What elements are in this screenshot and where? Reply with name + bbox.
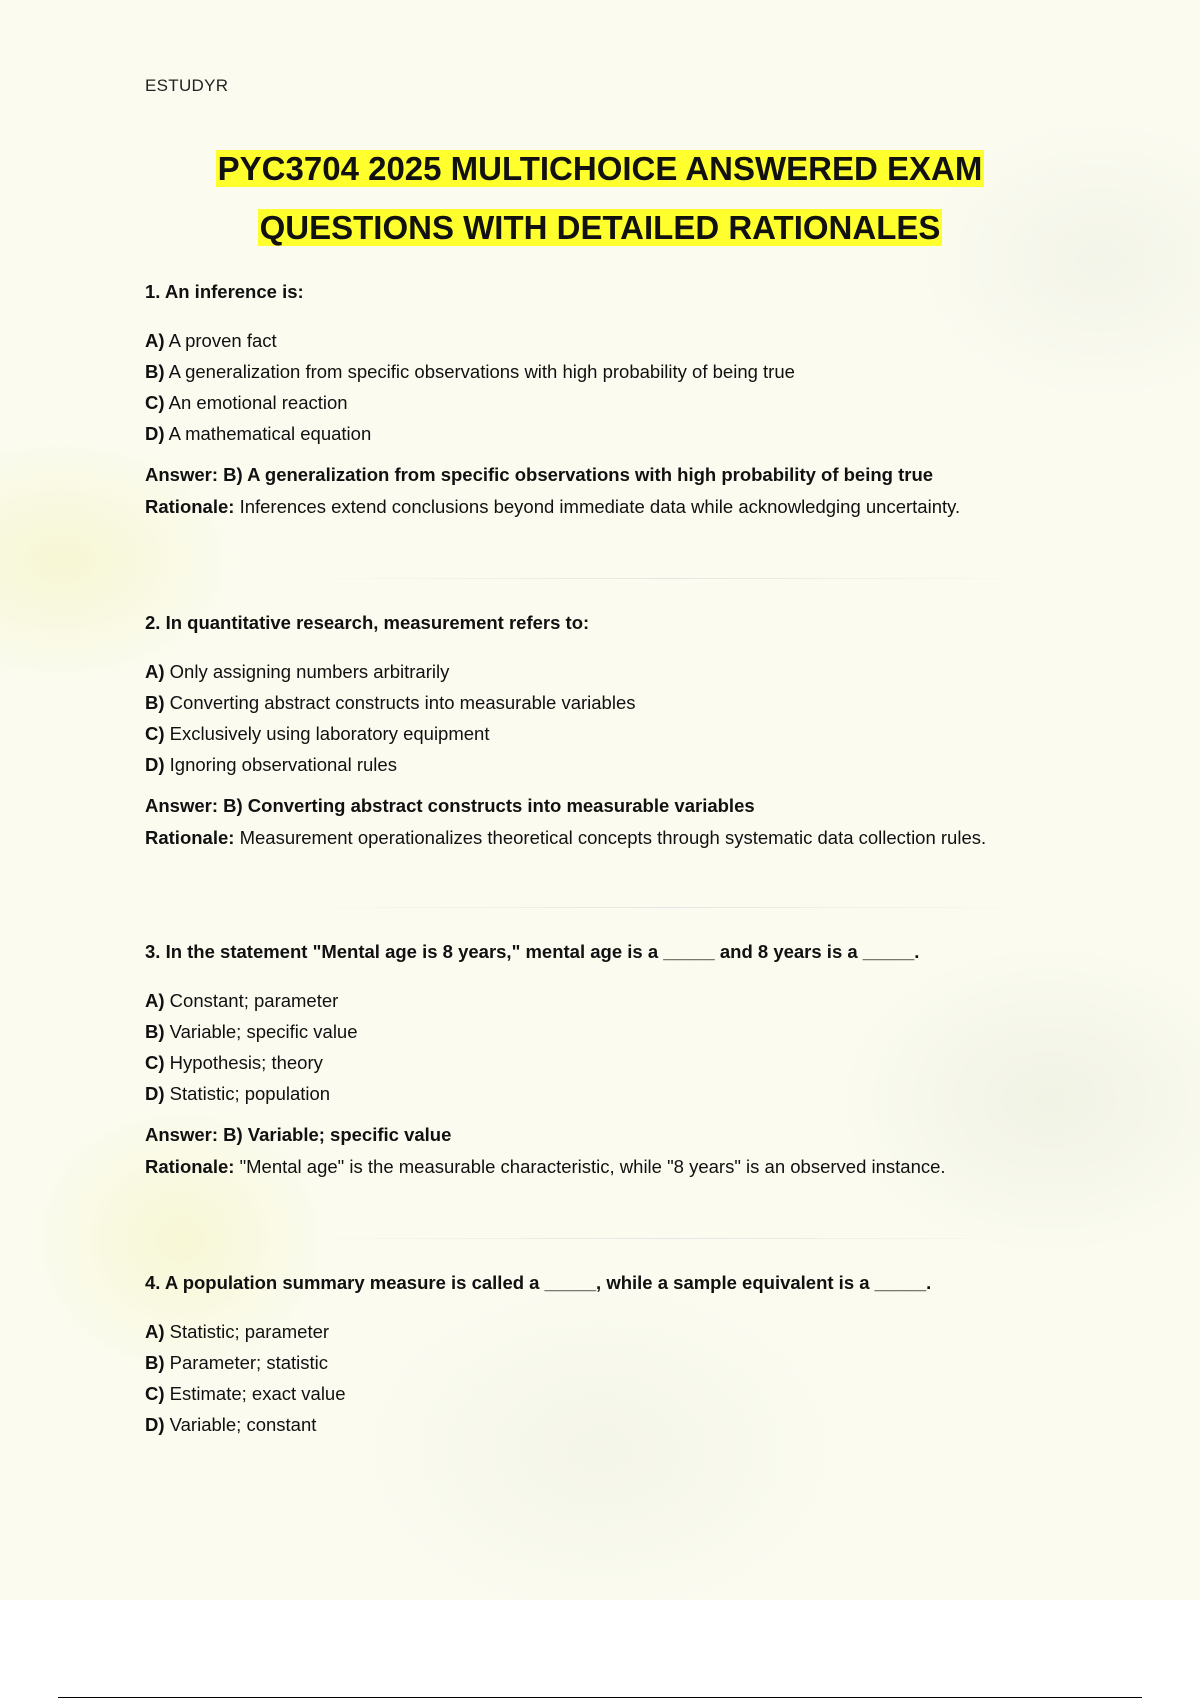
- option-a: [145, 330, 1145, 361]
- option-letter: A): [145, 1321, 165, 1342]
- option-text: Hypothesis; theory: [164, 1052, 323, 1073]
- rationale-text: "Mental age" is the measurable characteristic, while "8 years" is an observed instance.: [234, 1156, 946, 1177]
- option-letter: D): [145, 1083, 165, 1104]
- option-letter: B): [145, 361, 165, 382]
- question-block-1: [145, 281, 1145, 520]
- question-stem: 3. In the statement "Mental age is 8 years," mental age is a _____ and 8 years is a _____.: [145, 941, 920, 962]
- option-text: A proven fact: [164, 330, 277, 351]
- option-letter: D): [145, 1414, 165, 1435]
- question-block-3: [145, 941, 1145, 1180]
- option-b: [145, 692, 1145, 723]
- option-list: [145, 1321, 1145, 1445]
- option-text: Constant; parameter: [164, 990, 339, 1011]
- rationale-label: Rationale:: [145, 1156, 235, 1177]
- rationale-line: [145, 1156, 1145, 1180]
- option-letter: B): [145, 1021, 165, 1042]
- option-b: [145, 361, 1145, 392]
- rationale-line: [145, 827, 1145, 851]
- option-text: Parameter; statistic: [164, 1352, 328, 1373]
- page-bottom-margin: [0, 1600, 1200, 1700]
- rationale-label: Rationale:: [145, 496, 235, 517]
- option-list: [145, 990, 1145, 1114]
- option-d: [145, 1083, 1145, 1114]
- option-d: [145, 1414, 1145, 1445]
- document-title-line-2: [0, 207, 1200, 249]
- option-letter: A): [145, 990, 165, 1011]
- question-stem: 1. An inference is:: [145, 281, 304, 302]
- option-letter: B): [145, 692, 165, 713]
- footer-rule: [58, 1697, 1142, 1698]
- option-letter: C): [145, 392, 165, 413]
- rationale-text: Measurement operationalizes theoretical concepts through systematic data collection rules.: [234, 827, 987, 848]
- option-letter: C): [145, 723, 165, 744]
- option-letter: B): [145, 1352, 165, 1373]
- option-d: [145, 754, 1145, 785]
- document-title-line-1: [0, 148, 1200, 190]
- option-letter: C): [145, 1383, 165, 1404]
- title-highlight-2: QUESTIONS WITH DETAILED RATIONALES: [259, 209, 941, 246]
- option-letter: A): [145, 330, 165, 351]
- option-d: [145, 423, 1145, 454]
- option-text: Variable; constant: [164, 1414, 317, 1435]
- option-list: [145, 330, 1145, 454]
- option-a: [145, 1321, 1145, 1352]
- option-text: Converting abstract constructs into measurable variables: [164, 692, 636, 713]
- option-text: Variable; specific value: [164, 1021, 358, 1042]
- rationale-text: Inferences extend conclusions beyond immediate data while acknowledging uncertainty.: [234, 496, 961, 517]
- answer-line: Answer: B) Converting abstract constructs into measurable variables: [145, 795, 755, 816]
- option-b: [145, 1021, 1145, 1052]
- option-text: Statistic; parameter: [164, 1321, 330, 1342]
- option-text: Only assigning numbers arbitrarily: [164, 661, 450, 682]
- option-letter: D): [145, 754, 165, 775]
- option-letter: A): [145, 661, 165, 682]
- option-b: [145, 1352, 1145, 1383]
- question-stem: 2. In quantitative research, measurement refers to:: [145, 612, 590, 633]
- section-divider: [300, 578, 1040, 579]
- option-text: A generalization from specific observations with high probability of being true: [164, 361, 795, 382]
- option-c: [145, 723, 1145, 754]
- option-text: Ignoring observational rules: [164, 754, 397, 775]
- option-list: [145, 661, 1145, 785]
- rationale-line: [145, 496, 1145, 520]
- option-text: Exclusively using laboratory equipment: [164, 723, 490, 744]
- section-divider: [300, 1238, 1040, 1239]
- question-block-2: [145, 612, 1145, 851]
- answer-line: Answer: B) Variable; specific value: [145, 1124, 452, 1145]
- title-highlight-1: PYC3704 2025 MULTICHOICE ANSWERED EXAM: [217, 150, 983, 187]
- question-stem: 4. A population summary measure is called a _____, while a sample equivalent is a _____.: [145, 1272, 932, 1293]
- option-a: [145, 990, 1145, 1021]
- brand-label: ESTUDYR: [145, 76, 229, 95]
- option-c: [145, 1383, 1145, 1414]
- question-block-4: [145, 1272, 1145, 1445]
- option-text: A mathematical equation: [164, 423, 372, 444]
- option-c: [145, 392, 1145, 423]
- option-c: [145, 1052, 1145, 1083]
- option-a: [145, 661, 1145, 692]
- answer-line: Answer: B) A generalization from specific observations with high probability of being true: [145, 464, 934, 485]
- option-text: Statistic; population: [164, 1083, 331, 1104]
- option-text: An emotional reaction: [164, 392, 348, 413]
- section-divider: [300, 907, 1040, 908]
- option-letter: C): [145, 1052, 165, 1073]
- rationale-label: Rationale:: [145, 827, 235, 848]
- option-text: Estimate; exact value: [164, 1383, 346, 1404]
- option-letter: D): [145, 423, 165, 444]
